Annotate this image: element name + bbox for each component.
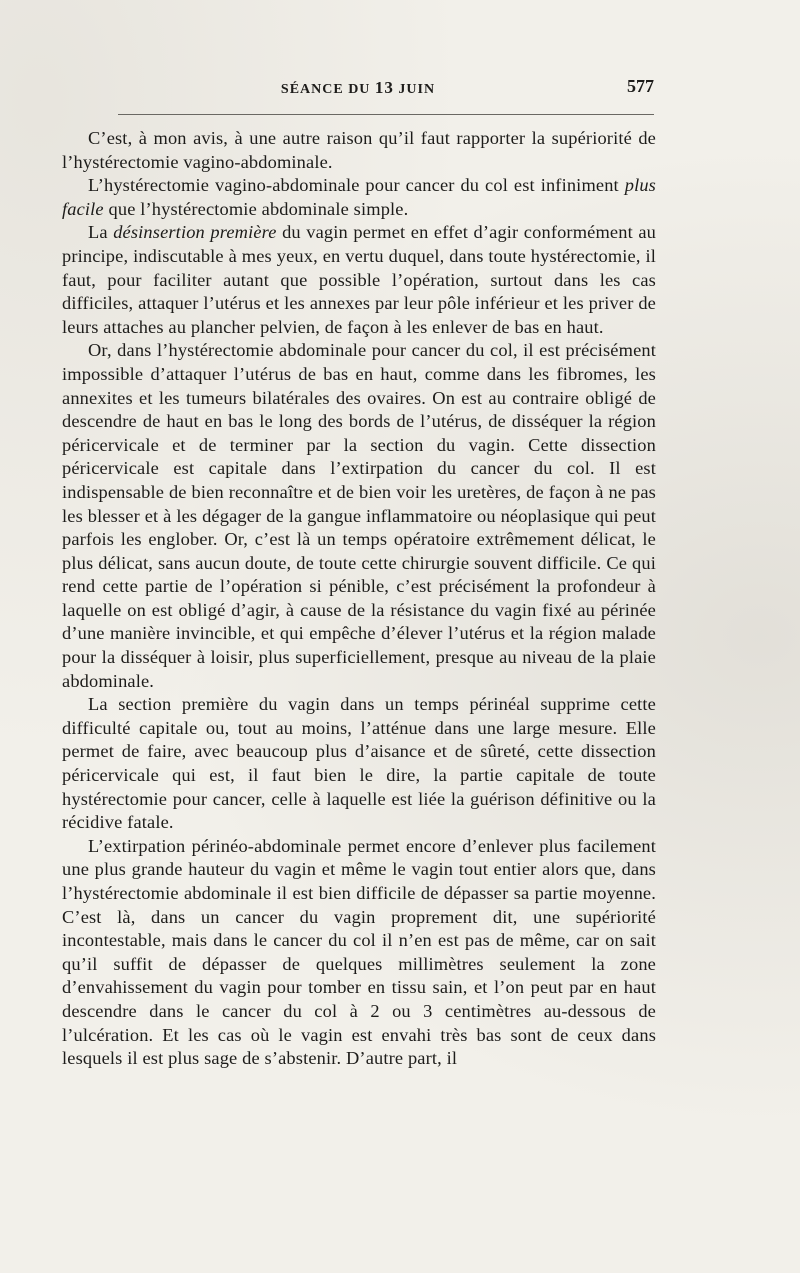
- paragraph-6-text: L’extirpation périnéo-abdominale permet encore d’enlever plus facilement une plus grande hauteur du vagin et même le vagin tout entier alors que, dans l’hystérectomie abdominale il est bien difficile de dépasser sa partie moyenne. C’est là, dans un cancer du vagin proprement dit, une supériorité incontestable, mais dans le cancer du col il n’en est pas de même, car on sait qu’il suffit de dépasser de quelques millimètres seulement la zone d’envahissement du vagin pour tomber en tissu sain, et l’on peut par en haut descendre dans le cancer du col à 2 ou 3 centimètres au-dessous de l’ulcération. Et les cas où le vagin est envahi très bas sont de ceux dans lesquels il est plus sage de s’abstenir. D’autre part, il: [62, 835, 656, 1069]
- running-title: [62, 78, 654, 98]
- running-title-post: JUIN: [393, 82, 436, 97]
- paragraph-4: [62, 339, 656, 693]
- paragraph-5: [62, 693, 656, 835]
- running-title-day: 13: [374, 78, 394, 97]
- page-number: 577: [627, 76, 654, 96]
- paragraph-3-italic: désinsertion première: [113, 222, 277, 243]
- running-title-pre: SÉANCE DU: [280, 82, 375, 97]
- paragraph-3: [62, 221, 656, 339]
- running-head: [62, 76, 654, 98]
- body-text: [62, 127, 656, 1071]
- paragraph-2: [62, 174, 656, 221]
- paragraph-2-text-a: L’hystérectomie vagino-abdominale pour cancer du col est infiniment: [88, 175, 625, 196]
- paragraph-5-text: La section première du vagin dans un temps périnéal supprime cette difficulté capitale ou, tout au moins, l’atténue dans une large mesure. Elle permet de faire, avec beaucoup plus d’aisance et de sûreté, cette dissection péricervicale qui est, il faut bien le dire, la partie capitale de toute hystérectomie pour cancer, celle à laquelle est liée la guérison définitive ou la récidive fatale.: [62, 694, 656, 833]
- header-rule: [118, 114, 654, 115]
- paragraph-2-italic: plus facile: [62, 175, 656, 219]
- paragraph-1: [62, 127, 656, 174]
- paragraph-2-text-b: que l’hystérectomie abdominale simple.: [103, 198, 409, 219]
- paragraph-4-text: Or, dans l’hystérectomie abdominale pour cancer du col, il est précisément impossible d’attaquer l’utérus de bas en haut, comme dans les fibromes, les annexites et les tumeurs bilatérales des ovaires. On est au contraire obligé de descendre de haut en bas le long des bords de l’utérus, de disséquer la région péricervicale et de terminer par la section du vagin. Cette dissection péricervicale est capitale dans l’extirpation du cancer du col. Il est indispensable de bien reconnaître et de bien voir les uretères, de façon à ne pas les blesser et à les dégager de la gangue inflammatoire ou néoplasique qui peut parfois les englober. Or, c’est là un temps opératoire extrêmement délicat, le plus délicat, sans aucun doute, de toute cette chirurgie souvent difficile. Ce qui rend cette partie de l’opération si pénible, c’est précisément la profondeur à laquelle on est obligé d’agir, à cause de la résistance du vagin fixé au périnée d’une manière invincible, et qui empêche d’élever l’utérus et la région malade pour la disséquer à loisir, plus superficiellement, presque au niveau de la plaie abdominale.: [62, 340, 656, 691]
- paragraph-3-text-b: du vagin permet en effet d’agir conformément au principe, indiscutable à mes yeux, en vertu duquel, dans toute hystérectomie, il faut, pour faciliter autant que possible l’opération, surtout dans les cas difficiles, attaquer l’utérus et les annexes par leur pôle inférieur et les priver de leurs attaches au plancher pelvien, de façon à les enlever de bas en haut.: [62, 222, 656, 337]
- paragraph-3-text-a: La: [88, 222, 114, 243]
- paragraph-1-text: C’est, à mon avis, à une autre raison qu’il faut rapporter la supériorité de l’hystérectomie vagino-abdominale.: [62, 128, 656, 172]
- paragraph-6: [62, 835, 656, 1071]
